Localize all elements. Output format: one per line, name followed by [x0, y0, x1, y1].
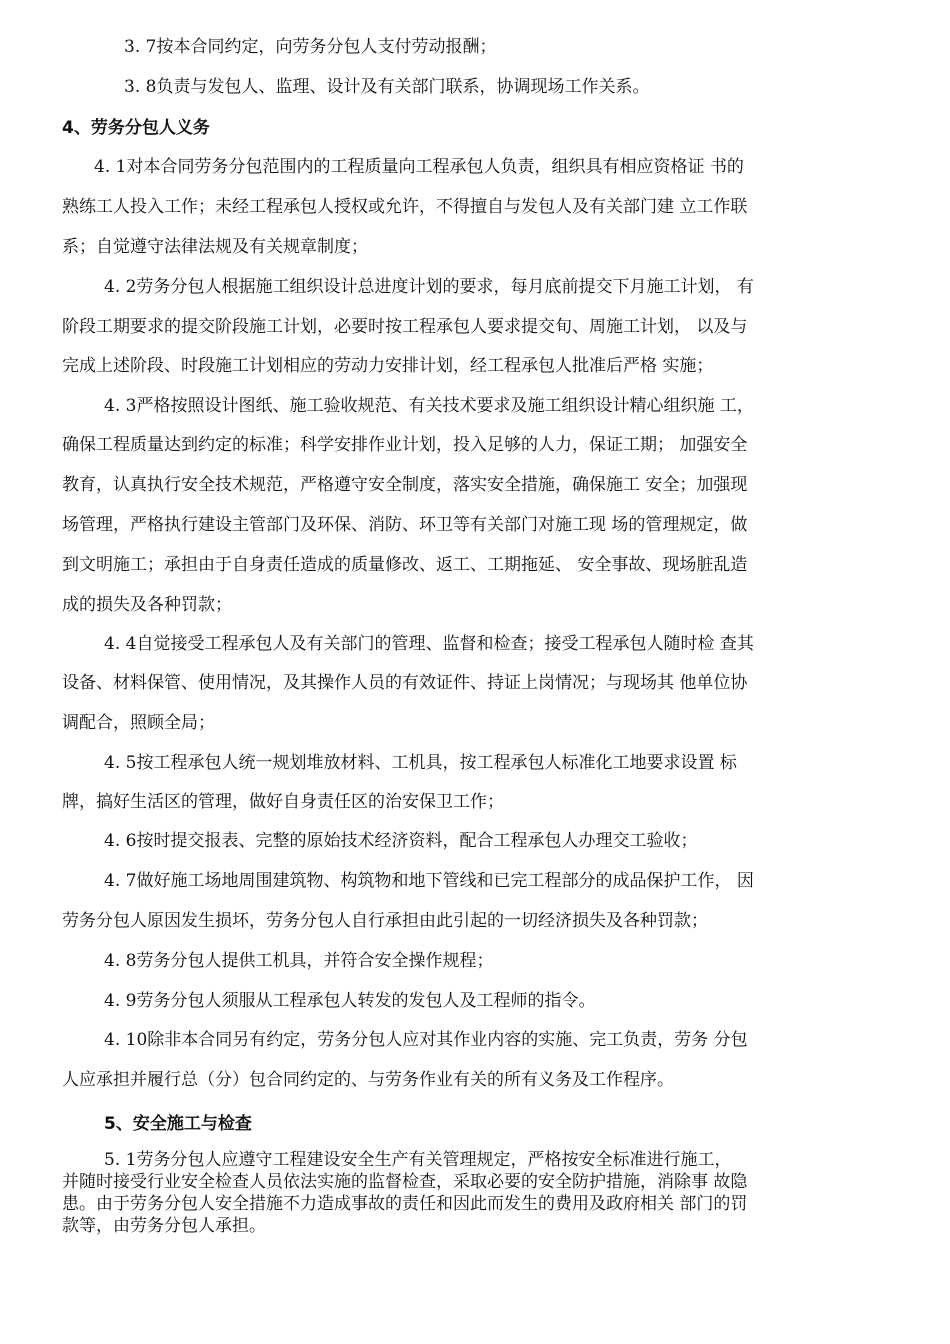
clause-4-4-line-2: 设备、材料保管、使用情况，及其操作人员的有效证件、持证上岗情况；与现场其 他单位协 [62, 673, 748, 693]
clause-4-8: 4. 8劳务分包人提供工机具，并符合安全操作规程； [104, 951, 494, 971]
clause-5-1-line-3: 患。由于劳务分包人安全措施不力造成事故的责任和因此而发生的费用及政府相关 部门的罚 [62, 1194, 748, 1214]
clause-4-4-line-3: 调配合，照顾全局； [62, 713, 215, 733]
clause-5-1-line-4: 款等，由劳务分包人承担。 [62, 1216, 266, 1236]
clause-3-7: 3. 7按本合同约定，向劳务分包人支付劳动报酬； [124, 37, 497, 57]
clause-4-3-line-2: 确保工程质量达到约定的标准；科学安排作业计划，投入足够的人力，保证工期； 加强安全 [62, 435, 748, 455]
clause-4-3-line-4: 场管理，严格执行建设主管部门及环保、消防、环卫等有关部门对施工现 场的管理规定，做 [62, 515, 748, 535]
clause-4-3-line-5: 到文明施工；承担由于自身责任造成的质量修改、返工、工期拖延、 安全事故、现场脏乱造 [62, 555, 748, 575]
clause-4-5-line-1: 4. 5按工程承包人统一规划堆放材料、工机具，按工程承包人标准化工地要求设置 标 [104, 753, 737, 773]
clause-3-8: 3. 8负责与发包人、监理、设计及有关部门联系，协调现场工作关系。 [124, 77, 650, 97]
clause-4-2-line-2: 阶段工期要求的提交阶段施工计划，必要时按工程承包人要求提交旬、周施工计划， 以及与 [62, 317, 748, 337]
clause-4-7-line-1: 4. 7做好施工场地周围建筑物、构筑物和地下管线和已完工程部分的成品保护工作， 因 [104, 871, 754, 891]
clause-4-10-line-1: 4. 10除非本合同另有约定，劳务分包人应对其作业内容的实施、完工负责，劳务 分包 [104, 1030, 748, 1050]
clause-4-3-line-6: 成的损失及各种罚款； [62, 595, 232, 615]
clause-4-5-line-2: 牌，搞好生活区的管理，做好自身责任区的治安保卫工作； [62, 792, 504, 812]
clause-4-10-line-2: 人应承担并履行总（分）包合同约定的、与劳务作业有关的所有义务及工作程序。 [62, 1070, 674, 1090]
section-4-heading: 4、劳务分包人义务 [62, 118, 210, 138]
clause-4-1-line-1: 4. 1对本合同劳务分包范围内的工程质量向工程承包人负责，组织具有相应资格证 书的 [94, 157, 744, 177]
clause-5-1-line-2: 并随时接受行业安全检查人员依法实施的监督检查，采取必要的安全防护措施，消除事 故隐 [62, 1172, 748, 1192]
clause-4-4-line-1: 4. 4自觉接受工程承包人及有关部门的管理、监督和检查；接受工程承包人随时检 查其 [104, 634, 754, 654]
clause-4-1-line-3: 系；自觉遵守法律法规及有关规章制度； [62, 237, 368, 257]
section-5-heading: 5、安全施工与检查 [104, 1114, 252, 1134]
clause-5-1-line-1: 5. 1劳务分包人应遵守工程建设安全生产有关管理规定，严格按安全标准进行施工， [104, 1150, 732, 1170]
clause-4-7-line-2: 劳务分包人原因发生损坏，劳务分包人自行承担由此引起的一切经济损失及各种罚款； [62, 911, 708, 931]
clause-4-3-line-1: 4. 3严格按照设计图纸、施工验收规范、有关技术要求及施工组织设计精心组织施 工， [104, 396, 754, 416]
clause-4-3-line-3: 教育，认真执行安全技术规范，严格遵守安全制度，落实安全措施，确保施工 安全；加强现 [62, 475, 748, 495]
clause-4-9: 4. 9劳务分包人须服从工程承包人转发的发包人及工程师的指令。 [104, 991, 596, 1011]
clause-4-2-line-3: 完成上述阶段、时段施工计划相应的劳动力安排计划，经工程承包人批准后严格 实施； [62, 356, 714, 376]
clause-4-6: 4. 6按时提交报表、完整的原始技术经济资料，配合工程承包人办理交工验收； [104, 831, 698, 851]
clause-4-2-line-1: 4. 2劳务分包人根据施工组织设计总进度计划的要求，每月底前提交下月施工计划， 有 [104, 277, 754, 297]
clause-4-1-line-2: 熟练工人投入工作；未经工程承包人授权或允许，不得擅自与发包人及有关部门建 立工作联 [62, 197, 748, 217]
